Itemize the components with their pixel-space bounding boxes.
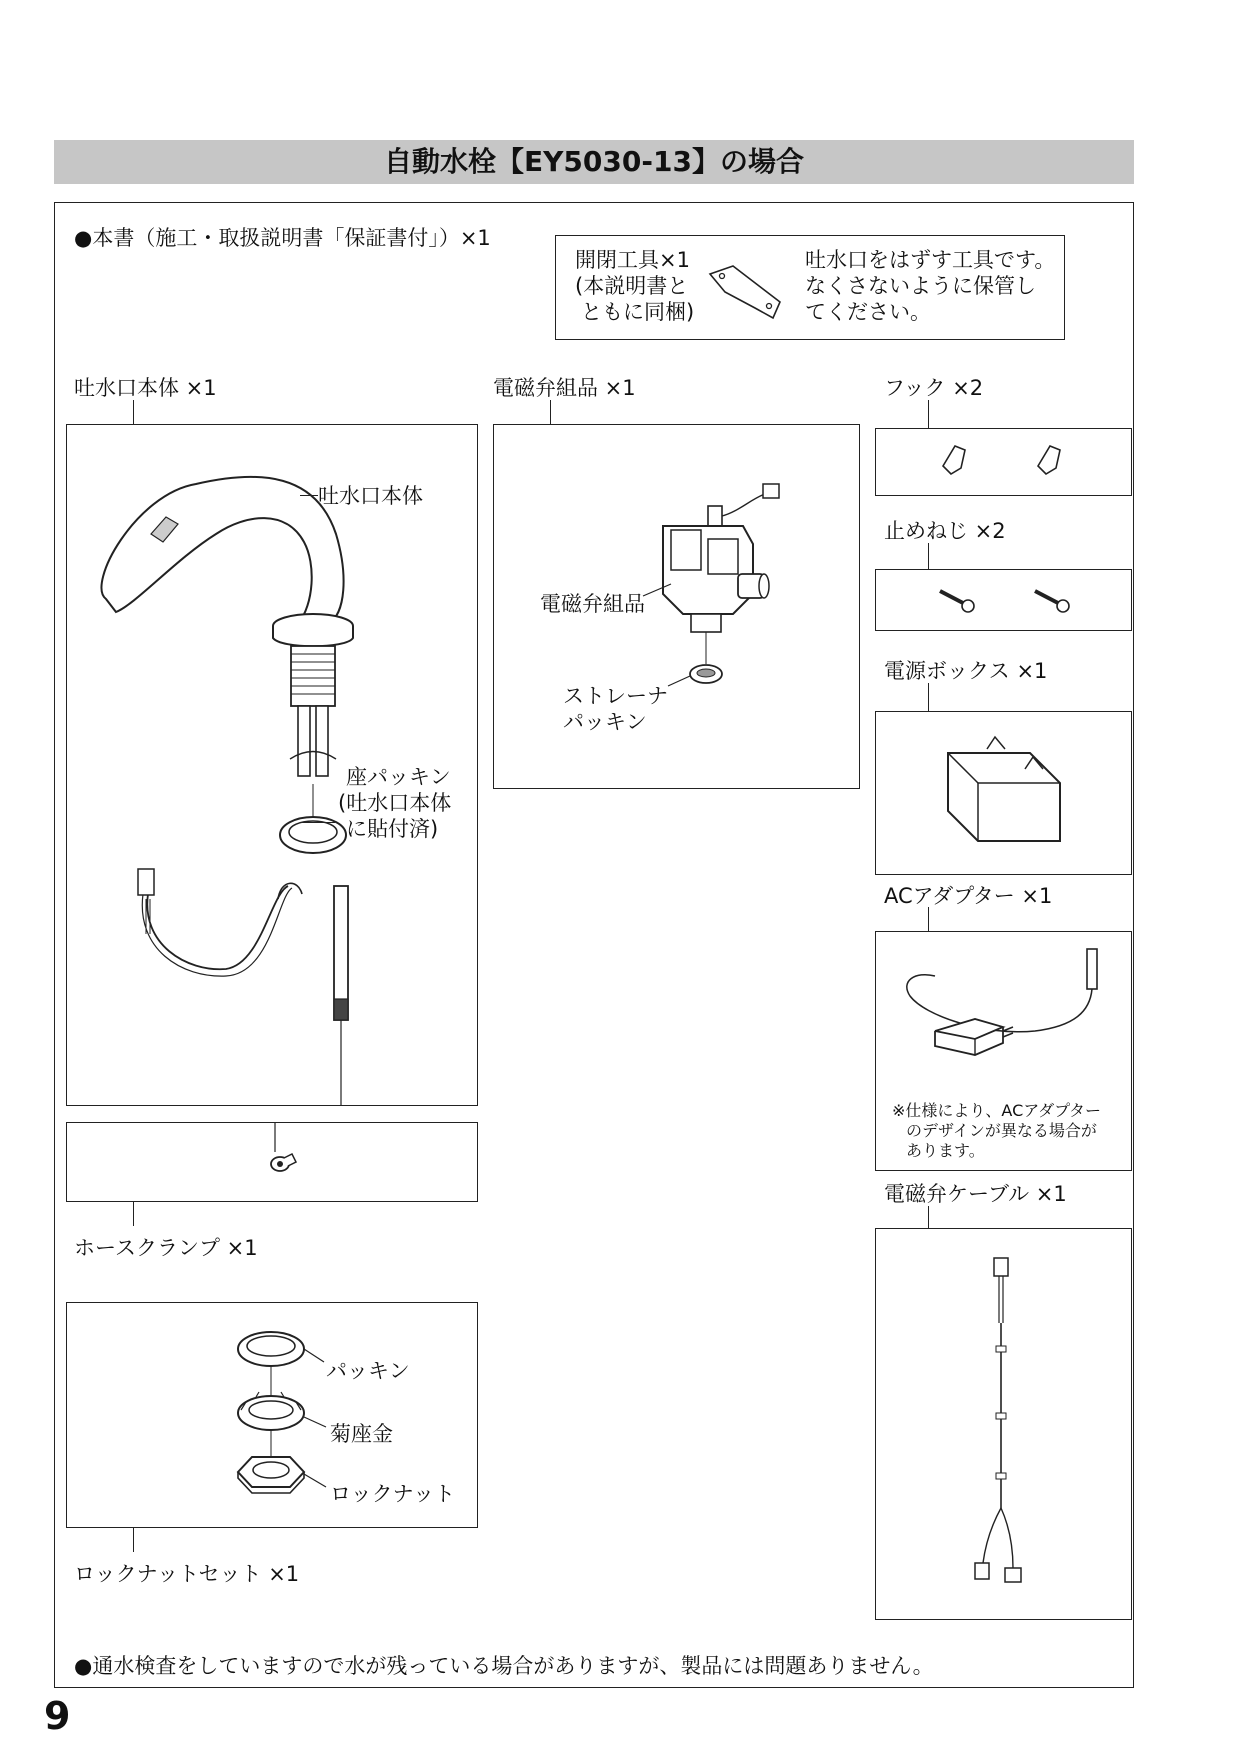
hook-title: フック ×2	[884, 376, 984, 400]
spout-leader	[133, 400, 134, 424]
ac-note-2: のデザインが異なる場合が	[906, 1121, 1097, 1140]
seat-packing-leader	[300, 822, 335, 823]
manual-note: ●本書（施工・取扱説明書「保証書付」）×1	[74, 226, 491, 250]
tool-sub1: (本説明書と	[575, 274, 689, 298]
ac-note-3: あります。	[906, 1141, 985, 1160]
screw-icons	[875, 569, 1132, 631]
valve-callout: 電磁弁組品	[540, 592, 645, 616]
ac-note-1: ※仕様により、ACアダプター	[892, 1101, 1102, 1120]
seat-packing-label-2: (吐水口本体	[338, 791, 452, 815]
seat-packing-label-3: に貼付済)	[346, 817, 439, 841]
valve-cable-title: 電磁弁ケーブル ×1	[884, 1182, 1067, 1206]
page-number: 9	[44, 1694, 71, 1738]
strainer-label-2: パッキン	[563, 710, 647, 734]
tool-desc2: なくさないように保管し	[805, 274, 1036, 298]
screw-leader	[928, 543, 929, 569]
power-box-icon	[875, 711, 1132, 875]
tool-desc3: てください。	[805, 300, 931, 324]
packing-label: パッキン	[326, 1359, 410, 1383]
screw-title: 止めねじ ×2	[884, 519, 1006, 543]
tool-sub2: ともに同梱)	[581, 300, 695, 324]
hose-clamp-leader	[133, 1202, 134, 1226]
strainer-label-1: ストレーナ	[563, 684, 668, 708]
power-box-title: 電源ボックス ×1	[884, 659, 1048, 683]
locknut-set-leader	[133, 1528, 134, 1552]
valve-leader	[550, 400, 551, 424]
spout-callout: 吐水口本体	[318, 484, 423, 508]
tool-name: 開閉工具×1	[575, 248, 690, 272]
spout-title: 吐水口本体 ×1	[74, 376, 217, 400]
locknut-set-title: ロックナットセット ×1	[74, 1562, 300, 1586]
seat-packing-label-1: 座パッキン	[346, 765, 451, 789]
section-title: 自動水栓【EY5030-13】の場合	[384, 145, 804, 178]
valve-cable-leader	[928, 1206, 929, 1228]
hose-clamp-icon	[268, 1122, 318, 1182]
tool-desc1: 吐水口をはずす工具です。	[805, 248, 1056, 272]
valve-title: 電磁弁組品 ×1	[493, 376, 636, 400]
hose-clamp-title: ホースクランプ ×1	[74, 1236, 258, 1260]
valve-cable-icon	[875, 1228, 1132, 1620]
spout-callout-leader	[300, 495, 318, 496]
power-box-leader	[928, 683, 929, 711]
washer-label: 菊座金	[330, 1422, 393, 1446]
ac-adapter-title: ACアダプター ×1	[884, 884, 1053, 908]
hook-leader	[928, 400, 929, 428]
ac-adapter-leader	[928, 907, 929, 931]
opener-tool-icon	[705, 262, 785, 322]
locknut-label: ロックナット	[330, 1482, 456, 1506]
bottom-note: ●通水検査をしていますので水が残っている場合がありますが、製品には問題ありません。	[74, 1654, 934, 1678]
hook-icons	[875, 428, 1132, 496]
